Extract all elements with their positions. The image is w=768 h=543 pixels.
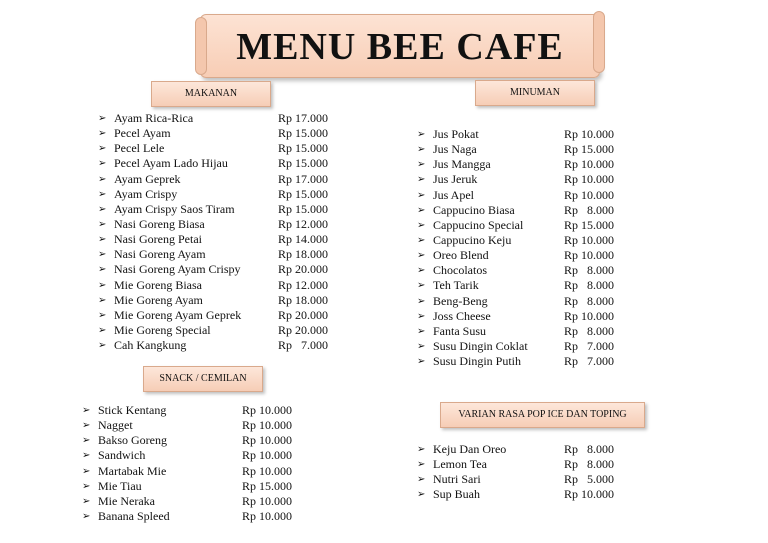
menu-item xyxy=(98,247,338,262)
menu-item-name: Ayam Crispy xyxy=(114,186,178,201)
menu-item xyxy=(98,156,338,171)
menu-item-price: Rp 10.000 xyxy=(564,232,615,247)
menu-item xyxy=(417,127,627,142)
menu-item-name: Mie Tiau xyxy=(98,478,142,493)
menu-item xyxy=(98,232,338,247)
section-label-minuman: MINUMAN xyxy=(475,80,595,106)
menu-item-name: Oreo Blend xyxy=(433,248,489,263)
menu-item-price: Rp 15.000 xyxy=(278,156,329,171)
menu-item-name: Ayam Rica-Rica xyxy=(114,111,194,125)
arrow-bullet-icon: ➢ xyxy=(98,158,107,170)
menu-item-price: Rp 17.000 xyxy=(278,111,329,125)
menu-item-name: Nasi Goreng Petai xyxy=(114,232,202,247)
menu-item xyxy=(98,187,338,202)
menu-item xyxy=(98,217,338,232)
arrow-bullet-icon: ➢ xyxy=(98,203,107,215)
menu-item-price: Rp 15.000 xyxy=(278,186,329,201)
menu-item-price: Rp 8.000 xyxy=(564,263,615,278)
menu-item-name: Jus Apel xyxy=(433,187,475,202)
menu-item-name: Mie Goreng Special xyxy=(114,322,211,337)
menu-item-price: Rp 15.000 xyxy=(278,126,329,141)
menu-item-price: Rp 12.000 xyxy=(278,216,329,231)
menu-item-price: Rp 15.000 xyxy=(564,217,615,232)
menu-item xyxy=(417,309,627,324)
menu-item xyxy=(417,472,627,487)
menu-item-price: Rp 10.000 xyxy=(242,463,293,478)
menu-item-name: Banana Spleed xyxy=(98,508,170,523)
arrow-bullet-icon: ➢ xyxy=(417,189,426,201)
menu-list-snack xyxy=(82,403,302,524)
menu-item xyxy=(417,278,627,293)
menu-list-makanan xyxy=(98,111,338,353)
arrow-bullet-icon: ➢ xyxy=(98,173,107,185)
arrow-bullet-icon: ➢ xyxy=(417,459,426,471)
menu-item-price: Rp 15.000 xyxy=(278,141,329,156)
menu-item-price: Rp 10.000 xyxy=(242,433,293,448)
section-label-makanan: MAKANAN xyxy=(151,81,271,107)
menu-item-price: Rp 8.000 xyxy=(564,202,615,217)
menu-item-price: Rp 15.000 xyxy=(564,142,615,157)
arrow-bullet-icon: ➢ xyxy=(82,510,91,522)
arrow-bullet-icon: ➢ xyxy=(417,280,426,292)
menu-item-price: Rp 8.000 xyxy=(564,323,615,338)
menu-item-price: Rp 7.000 xyxy=(564,338,615,353)
menu-item-name: Bakso Goreng xyxy=(98,433,167,448)
menu-item xyxy=(417,188,627,203)
menu-item-price: Rp 7.000 xyxy=(278,338,329,353)
menu-item xyxy=(98,338,338,353)
arrow-bullet-icon: ➢ xyxy=(98,128,107,140)
menu-item-price: Rp 10.000 xyxy=(242,493,293,508)
menu-item-price: Rp 20.000 xyxy=(278,262,329,277)
menu-item-price: Rp 10.000 xyxy=(564,127,615,141)
arrow-bullet-icon: ➢ xyxy=(98,309,107,321)
arrow-bullet-icon: ➢ xyxy=(417,265,426,277)
menu-item xyxy=(417,263,627,278)
arrow-bullet-icon: ➢ xyxy=(417,204,426,216)
menu-item xyxy=(417,157,627,172)
arrow-bullet-icon: ➢ xyxy=(98,340,107,352)
arrow-bullet-icon: ➢ xyxy=(417,159,426,171)
menu-item-name: Susu Dingin Coklat xyxy=(433,338,528,353)
menu-item-name: Susu Dingin Putih xyxy=(433,354,522,369)
menu-item xyxy=(98,293,338,308)
menu-item-price: Rp 10.000 xyxy=(242,448,293,463)
menu-item-name: Beng-Beng xyxy=(433,293,488,308)
arrow-bullet-icon: ➢ xyxy=(98,264,107,276)
menu-item xyxy=(417,324,627,339)
arrow-bullet-icon: ➢ xyxy=(417,174,426,186)
menu-item-price: Rp 8.000 xyxy=(564,278,615,293)
menu-item-price: Rp 15.000 xyxy=(278,201,329,216)
arrow-bullet-icon: ➢ xyxy=(417,295,426,307)
arrow-bullet-icon: ➢ xyxy=(98,188,107,200)
menu-item-name: Chocolatos xyxy=(433,263,487,278)
menu-item-name: Pecel Ayam Lado Hijau xyxy=(114,156,228,171)
menu-item xyxy=(82,479,302,494)
menu-item-name: Joss Cheese xyxy=(433,308,491,323)
menu-item-name: Nagget xyxy=(98,418,133,433)
menu-item xyxy=(417,203,627,218)
menu-item xyxy=(82,494,302,509)
menu-item-name: Martabak Mie xyxy=(98,463,167,478)
arrow-bullet-icon: ➢ xyxy=(98,294,107,306)
arrow-bullet-icon: ➢ xyxy=(82,435,91,447)
menu-item-price: Rp 12.000 xyxy=(278,277,329,292)
menu-item-name: Nasi Goreng Ayam Crispy xyxy=(114,262,241,277)
menu-item xyxy=(98,323,338,338)
menu-item-name: Jus Jeruk xyxy=(433,172,478,187)
menu-item-name: Cappucino Special xyxy=(433,217,524,232)
arrow-bullet-icon: ➢ xyxy=(417,144,426,156)
menu-item xyxy=(417,487,627,502)
menu-item-name: Cappucino Keju xyxy=(433,232,512,247)
menu-item-name: Cappucino Biasa xyxy=(433,202,515,217)
arrow-bullet-icon: ➢ xyxy=(98,249,107,261)
arrow-bullet-icon: ➢ xyxy=(98,279,107,291)
arrow-bullet-icon: ➢ xyxy=(417,474,426,486)
arrow-bullet-icon: ➢ xyxy=(98,143,107,155)
arrow-bullet-icon: ➢ xyxy=(98,113,107,124)
menu-item-name: Ayam Crispy Saos Tiram xyxy=(114,201,235,216)
menu-item xyxy=(417,142,627,157)
menu-item-name: Jus Naga xyxy=(433,142,477,157)
menu-item-price: Rp 15.000 xyxy=(242,478,293,493)
menu-item-price: Rp 10.000 xyxy=(242,418,293,433)
menu-item xyxy=(417,339,627,354)
menu-item-name: Pecel Ayam xyxy=(114,126,171,141)
menu-item-name: Keju Dan Oreo xyxy=(433,442,507,456)
menu-item xyxy=(98,262,338,277)
menu-item-name: Nasi Goreng Biasa xyxy=(114,216,205,231)
arrow-bullet-icon: ➢ xyxy=(82,465,91,477)
title-banner xyxy=(200,14,600,78)
menu-item xyxy=(417,172,627,187)
menu-item-price: Rp 10.000 xyxy=(564,157,615,172)
menu-item-name: Jus Pokat xyxy=(433,127,479,141)
menu-item xyxy=(417,218,627,233)
arrow-bullet-icon: ➢ xyxy=(98,234,107,246)
menu-item-name: Mie Goreng Biasa xyxy=(114,277,202,292)
menu-item-price: Rp 10.000 xyxy=(564,172,615,187)
menu-item-name: Sup Buah xyxy=(433,487,481,502)
menu-item-price: Rp 20.000 xyxy=(278,322,329,337)
menu-item-price: Rp 18.000 xyxy=(278,247,329,262)
section-label-varian: VARIAN RASA POP ICE DAN TOPING xyxy=(440,402,645,428)
menu-list-varian xyxy=(417,442,627,503)
menu-item xyxy=(82,433,302,448)
menu-item xyxy=(98,141,338,156)
menu-item-name: Teh Tarik xyxy=(433,278,479,293)
menu-item-price: Rp 7.000 xyxy=(564,354,615,369)
menu-item xyxy=(82,403,302,418)
menu-item xyxy=(82,509,302,524)
menu-item-name: Mie Goreng Ayam Geprek xyxy=(114,307,242,322)
menu-item-price: Rp 10.000 xyxy=(242,403,293,417)
arrow-bullet-icon: ➢ xyxy=(82,495,91,507)
menu-item-name: Stick Kentang xyxy=(98,403,167,417)
section-label-snack: SNACK / CEMILAN xyxy=(143,366,263,392)
menu-item xyxy=(417,354,627,369)
arrow-bullet-icon: ➢ xyxy=(82,450,91,462)
menu-item-price: Rp 14.000 xyxy=(278,232,329,247)
menu-item-name: Nutri Sari xyxy=(433,472,481,487)
menu-item-name: Sandwich xyxy=(98,448,146,463)
menu-item xyxy=(98,111,338,126)
menu-item-price: Rp 10.000 xyxy=(564,487,615,502)
menu-item-name: Jus Mangga xyxy=(433,157,491,172)
arrow-bullet-icon: ➢ xyxy=(82,420,91,432)
menu-item-price: Rp 10.000 xyxy=(564,187,615,202)
menu-list-minuman xyxy=(417,127,627,369)
menu-item-price: Rp 8.000 xyxy=(564,457,615,472)
arrow-bullet-icon: ➢ xyxy=(98,324,107,336)
arrow-bullet-icon: ➢ xyxy=(417,310,426,322)
menu-item xyxy=(417,233,627,248)
menu-item xyxy=(417,442,627,457)
page-title: MENU BEE CAFE xyxy=(236,26,564,68)
menu-item xyxy=(417,457,627,472)
menu-item xyxy=(98,172,338,187)
menu-item-price: Rp 20.000 xyxy=(278,307,329,322)
menu-item xyxy=(82,418,302,433)
menu-item-name: Mie Goreng Ayam xyxy=(114,292,203,307)
menu-item-name: Lemon Tea xyxy=(433,457,487,472)
arrow-bullet-icon: ➢ xyxy=(417,444,426,455)
menu-item-name: Fanta Susu xyxy=(433,323,487,338)
menu-item-price: Rp 8.000 xyxy=(564,293,615,308)
menu-item xyxy=(98,308,338,323)
arrow-bullet-icon: ➢ xyxy=(417,234,426,246)
arrow-bullet-icon: ➢ xyxy=(82,405,91,416)
menu-item xyxy=(98,278,338,293)
arrow-bullet-icon: ➢ xyxy=(417,356,426,368)
menu-item-name: Mie Neraka xyxy=(98,493,155,508)
menu-item xyxy=(82,464,302,479)
menu-item-name: Nasi Goreng Ayam xyxy=(114,247,206,262)
menu-item-price: Rp 8.000 xyxy=(564,442,615,456)
menu-item xyxy=(417,248,627,263)
arrow-bullet-icon: ➢ xyxy=(417,489,426,501)
menu-item-price: Rp 10.000 xyxy=(564,308,615,323)
menu-item xyxy=(417,294,627,309)
menu-item-price: Rp 10.000 xyxy=(564,248,615,263)
menu-item-price: Rp 5.000 xyxy=(564,472,615,487)
arrow-bullet-icon: ➢ xyxy=(417,250,426,262)
menu-item-name: Ayam Geprek xyxy=(114,171,181,186)
arrow-bullet-icon: ➢ xyxy=(417,129,426,140)
menu-item xyxy=(98,126,338,141)
menu-item xyxy=(82,448,302,463)
menu-item-name: Cah Kangkung xyxy=(114,338,187,353)
menu-item-price: Rp 17.000 xyxy=(278,171,329,186)
arrow-bullet-icon: ➢ xyxy=(417,325,426,337)
arrow-bullet-icon: ➢ xyxy=(417,340,426,352)
arrow-bullet-icon: ➢ xyxy=(82,480,91,492)
menu-item-price: Rp 18.000 xyxy=(278,292,329,307)
arrow-bullet-icon: ➢ xyxy=(417,219,426,231)
menu-item-price: Rp 10.000 xyxy=(242,508,293,523)
menu-item xyxy=(98,202,338,217)
menu-item-name: Pecel Lele xyxy=(114,141,165,156)
arrow-bullet-icon: ➢ xyxy=(98,218,107,230)
